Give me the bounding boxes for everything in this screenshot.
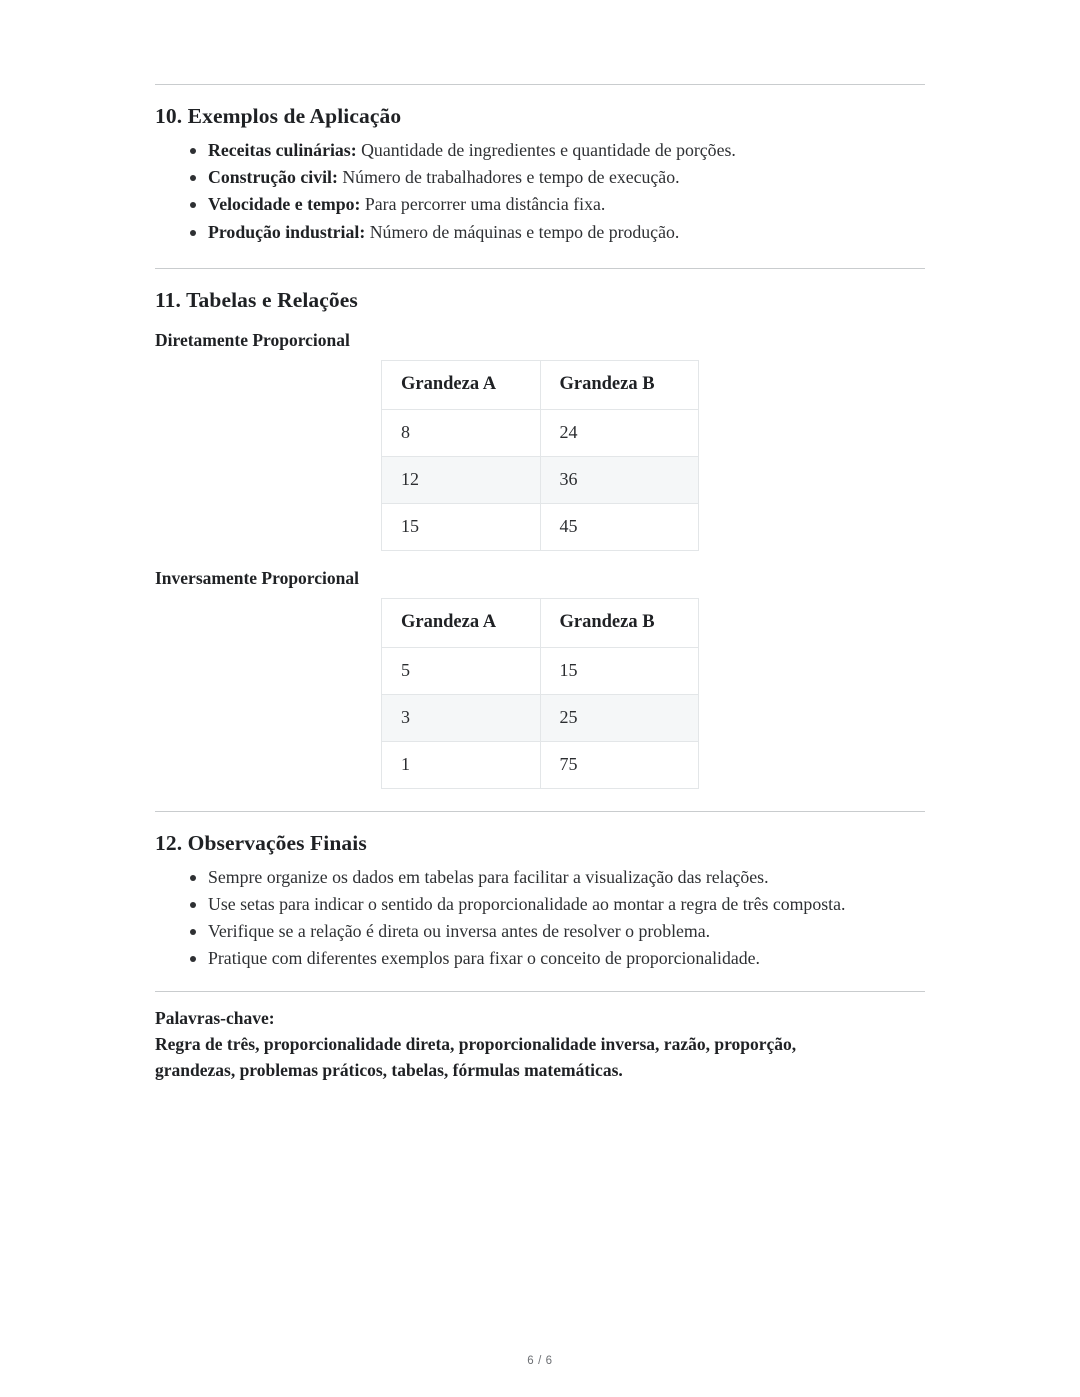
table-wrap-direct bbox=[155, 360, 925, 551]
table-row bbox=[382, 741, 699, 788]
list-item-text: Para percorrer uma distância fixa. bbox=[360, 194, 606, 215]
observacoes-list bbox=[155, 864, 925, 972]
cell-grandeza-b: 36 bbox=[540, 456, 699, 503]
section-exemplos-de-aplicacao bbox=[155, 104, 925, 245]
list-item: Sempre organize os dados em tabelas para facilitar a visualização das relações. bbox=[155, 864, 925, 890]
subtitle-diretamente-proporcional: Diretamente Proporcional bbox=[155, 329, 350, 350]
column-header-grandeza-b: Grandeza B bbox=[540, 360, 699, 409]
table-row bbox=[382, 409, 699, 456]
table-row bbox=[382, 456, 699, 503]
list-item-label: Construção civil: bbox=[208, 167, 338, 188]
section-observacoes-finais bbox=[155, 831, 925, 972]
list-item-label: Receitas culinárias: bbox=[208, 140, 357, 160]
table-inversamente-proporcional bbox=[381, 598, 699, 789]
cell-grandeza-b: 25 bbox=[540, 694, 699, 741]
list-item bbox=[155, 191, 925, 217]
cell-grandeza-a: 15 bbox=[382, 503, 541, 550]
section-title-aplicacao: 10. Exemplos de Aplicação bbox=[155, 104, 402, 128]
list-item-text: Número de máquinas e tempo de produção. bbox=[365, 221, 680, 242]
cell-grandeza-a: 1 bbox=[382, 741, 541, 788]
table-body bbox=[382, 409, 699, 550]
list-item-label: Velocidade e tempo: bbox=[208, 194, 361, 215]
spacer bbox=[155, 789, 925, 811]
section-title-tabelas: 11. Tabelas e Relações bbox=[155, 287, 358, 312]
list-item: Pratique com diferentes exemplos para fixar o conceito de proporcionalidade. bbox=[155, 945, 925, 971]
list-item: Use setas para indicar o sentido da proporcionalidade ao montar a regra de três composta. bbox=[155, 891, 925, 917]
section-divider-top bbox=[155, 84, 925, 85]
section-palavras-chave bbox=[155, 1006, 925, 1083]
cell-grandeza-b: 15 bbox=[540, 647, 699, 694]
section-divider-observacoes bbox=[155, 811, 925, 812]
table-head bbox=[382, 598, 699, 647]
column-header-grandeza-b: Grandeza B bbox=[540, 598, 699, 647]
column-header-grandeza-a: Grandeza A bbox=[382, 360, 541, 409]
table-head bbox=[382, 360, 699, 409]
cell-grandeza-b: 24 bbox=[540, 409, 699, 456]
subtitle-inversamente-proporcional: Inversamente Proporcional bbox=[155, 567, 359, 588]
cell-grandeza-b: 75 bbox=[540, 741, 699, 788]
spacer bbox=[155, 246, 925, 268]
spacer bbox=[155, 973, 925, 991]
page-number: 6 / 6 bbox=[527, 1355, 553, 1367]
table-row bbox=[382, 503, 699, 550]
page-footer bbox=[0, 1355, 1080, 1367]
table-diretamente-proporcional bbox=[381, 360, 699, 551]
section-tabelas-e-relacoes bbox=[155, 288, 925, 789]
table-wrap-inverse bbox=[155, 598, 925, 789]
cell-grandeza-a: 8 bbox=[382, 409, 541, 456]
cell-grandeza-b: 45 bbox=[540, 503, 699, 550]
section-divider-keywords bbox=[155, 991, 925, 992]
list-item-text: Número de trabalhadores e tempo de execução. bbox=[337, 167, 680, 188]
list-item: Verifique se a relação é direta ou inversa antes de resolver o problema. bbox=[155, 918, 925, 944]
table-body bbox=[382, 647, 699, 788]
table-row bbox=[382, 694, 699, 741]
section-divider-tabelas bbox=[155, 268, 925, 269]
keywords-label: Palavras-chave: bbox=[155, 1007, 275, 1028]
list-item bbox=[155, 164, 925, 190]
table-header-row bbox=[382, 360, 699, 409]
keywords-list: Regra de três, proporcionalidade direta, proporcionalidade inversa, razão, proporção, grandezas, problemas práticos, tabelas, fórmulas matemáticas. bbox=[155, 1033, 797, 1080]
cell-grandeza-a: 3 bbox=[382, 694, 541, 741]
section-title-observacoes: 12. Observações Finais bbox=[155, 830, 367, 855]
page-content bbox=[155, 84, 925, 1083]
list-item bbox=[155, 219, 925, 245]
table-row bbox=[382, 647, 699, 694]
list-item-text: Quantidade de ingredientes e quantidade de porções. bbox=[356, 140, 736, 160]
cell-grandeza-a: 12 bbox=[382, 456, 541, 503]
list-item-label: Produção industrial: bbox=[208, 221, 366, 242]
cell-grandeza-a: 5 bbox=[382, 647, 541, 694]
column-header-grandeza-a: Grandeza A bbox=[382, 598, 541, 647]
table-header-row bbox=[382, 598, 699, 647]
aplicacao-list bbox=[155, 137, 925, 245]
list-item bbox=[155, 137, 925, 163]
